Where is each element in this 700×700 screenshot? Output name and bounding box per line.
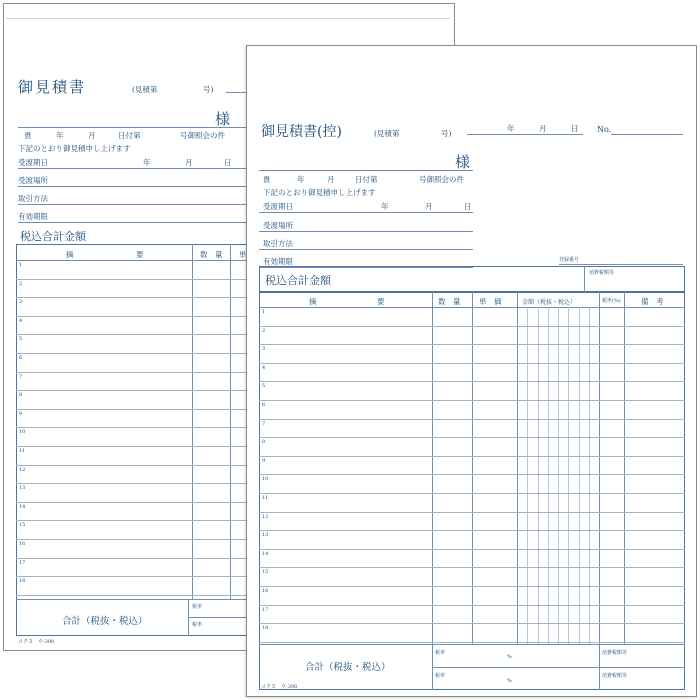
table-row-line: [259, 530, 685, 531]
row-number: 9: [262, 457, 266, 464]
row-number: 8: [262, 439, 266, 446]
front-percent-2: %: [507, 678, 512, 684]
table-row-line: [259, 419, 685, 420]
back-total-label: 税込合計金額: [20, 230, 86, 243]
back-col-unit-partial: 単: [239, 250, 247, 259]
back-delivery-date: 受渡期日: [18, 158, 48, 167]
row-number: 8: [19, 392, 23, 399]
front-nen: 年: [297, 175, 305, 184]
table-row-line: [16, 576, 256, 577]
table-row-line: [259, 474, 685, 475]
front-recipient-line: [259, 170, 473, 171]
back-items-table: [16, 244, 256, 636]
front-ctax-1: 消費税額等: [602, 650, 628, 656]
front-date-suffix: 日付第: [355, 175, 378, 184]
front-ki: 貴: [263, 175, 271, 184]
row-number: 5: [262, 383, 266, 390]
front-intro: 下記のとおり御見積申し上げます: [263, 188, 376, 197]
table-row-line: [259, 437, 685, 438]
front-consumption-tax: 消費税額等: [589, 270, 615, 276]
front-delivery-date: 受渡期日: [263, 202, 293, 211]
row-number: 18: [262, 625, 269, 632]
row-number: 10: [262, 476, 269, 483]
row-number: 1: [262, 309, 266, 315]
row-number: 16: [19, 541, 26, 547]
table-row-line: [259, 549, 685, 550]
front-total-label: 税込合計金額: [265, 274, 331, 287]
table-row-line: [16, 520, 256, 521]
amount-digit-line: [558, 307, 559, 644]
back-recipient-line: [18, 127, 248, 128]
front-hdr-m: 月: [539, 124, 547, 133]
front-no-line: [611, 134, 683, 135]
amount-digit-line: [579, 307, 580, 644]
row-number: 17: [262, 606, 269, 613]
front-title: 御見積書(控): [261, 124, 342, 140]
front-col-amount: 金額（税抜・税込）: [522, 299, 577, 306]
row-number: 6: [19, 355, 23, 361]
back-no-open: (見積第: [132, 85, 158, 94]
back-product-code: コクヨ ウ-308: [18, 639, 55, 645]
front-col-tekiyou-1: 摘: [309, 297, 317, 306]
row-number: 11: [262, 495, 269, 501]
back-inquiry: 号御照会の件: [180, 131, 225, 140]
front-no-close: 号): [441, 129, 452, 138]
back-delivery-y: 年: [143, 158, 151, 167]
table-row-line: [259, 344, 685, 345]
row-number: 3: [19, 299, 23, 306]
table-row-line: [16, 465, 256, 466]
back-delivery-place-line: [18, 186, 248, 187]
front-col-qty: 数 量: [438, 297, 461, 306]
front-registration-line: [559, 264, 683, 265]
back-tsuki: 月: [88, 131, 96, 140]
row-number: 7: [19, 373, 23, 380]
back-col-tekiyou-2: 要: [136, 250, 144, 259]
back-table-header-bottom: [16, 260, 256, 261]
back-sama: 様: [215, 110, 231, 128]
row-number: 12: [19, 466, 26, 473]
front-ctax-2: 消費税額等: [602, 673, 628, 679]
back-footer-total: 合計（税抜・税込）: [62, 616, 148, 627]
back-date-suffix: 日付第: [118, 131, 141, 140]
top-faint-line: [6, 18, 450, 19]
table-row-line: [259, 326, 685, 327]
back-validity: 有効期限: [18, 212, 48, 221]
row-number: 4: [262, 364, 266, 371]
front-tax-rate-2: 税率: [435, 673, 446, 679]
front-sama: 様: [455, 153, 471, 171]
table-row-line: [259, 642, 685, 643]
table-row-line: [16, 390, 256, 391]
table-row-line: [259, 363, 685, 364]
row-number: 18: [19, 578, 26, 585]
table-row-line: [16, 427, 256, 428]
front-col-remarks: 備 考: [641, 297, 664, 306]
back-col-qty: 数 量: [200, 250, 223, 259]
table-row-line: [16, 279, 256, 280]
table-row-line: [259, 493, 685, 494]
back-delivery-d: 日: [224, 158, 232, 167]
row-number: 7: [262, 420, 266, 427]
front-delivery-m: 月: [425, 202, 433, 211]
front-footer-mid: [432, 667, 685, 668]
row-number: 10: [19, 429, 26, 436]
front-col-unit-price: 単 価: [479, 297, 502, 306]
front-inquiry: 号御照会の件: [419, 175, 464, 184]
back-payment: 取引方法: [18, 194, 48, 203]
row-number: 11: [19, 448, 26, 454]
front-tax-rate-1: 税率: [435, 650, 446, 656]
back-no-line: [226, 92, 246, 93]
row-number: 2: [262, 327, 266, 334]
back-col-tekiyou-1: 摘: [66, 250, 74, 259]
table-row-line: [16, 334, 256, 335]
front-col-tekiyou-2: 要: [377, 297, 385, 306]
amount-digit-line: [548, 307, 549, 644]
row-number: 3: [262, 346, 266, 353]
front-registration: 登録番号: [559, 257, 580, 263]
row-number: 4: [19, 317, 23, 324]
row-number: 5: [19, 336, 23, 343]
front-delivery-d: 日: [464, 202, 472, 211]
row-number: 9: [19, 410, 23, 417]
back-validity-line: [18, 222, 248, 223]
front-validity: 有効期限: [263, 257, 293, 266]
table-row-line: [16, 316, 256, 317]
table-row-line: [259, 400, 685, 401]
table-row-line: [16, 353, 256, 354]
table-row-line: [16, 539, 256, 540]
table-row-line: [16, 372, 256, 373]
front-total-divider: [584, 266, 585, 292]
row-number: 6: [262, 402, 266, 408]
table-row-line: [259, 586, 685, 587]
front-tsuki: 月: [327, 175, 335, 184]
table-row-line: [259, 381, 685, 382]
front-hdr-d: 日: [571, 124, 579, 133]
front-footer-top: [259, 644, 685, 645]
row-number: 13: [262, 532, 269, 539]
back-title: 御見積書: [18, 78, 87, 96]
amount-digit-line: [527, 307, 528, 644]
table-row-line: [16, 502, 256, 503]
table-row-line: [16, 297, 256, 298]
table-row-line: [259, 567, 685, 568]
row-number: 16: [262, 588, 269, 594]
table-row-line: [16, 483, 256, 484]
table-row-line: [16, 409, 256, 410]
table-row-line: [259, 623, 685, 624]
row-number: 14: [19, 503, 26, 510]
back-delivery-date-line: [18, 168, 248, 169]
back-ki: 貴: [24, 131, 32, 140]
back-nen: 年: [56, 131, 64, 140]
table-row-line: [259, 605, 685, 606]
front-delivery-place: 受渡場所: [263, 221, 293, 230]
front-percent-1: %: [507, 654, 512, 660]
table-row-line: [16, 595, 256, 596]
front-footer-total: 合計（税抜・税込）: [305, 662, 391, 673]
row-number: 1: [19, 262, 23, 268]
row-number: 2: [19, 280, 23, 287]
back-intro: 下記のとおり御見積申し上げます: [18, 144, 131, 153]
front-no-open: (見積第: [374, 129, 400, 138]
front-no-label: No.: [597, 125, 612, 134]
front-estimate-sheet: [246, 45, 697, 697]
row-number: 15: [262, 569, 269, 576]
row-number: 17: [19, 559, 26, 566]
amount-digit-line: [538, 307, 539, 644]
front-product-code: コクヨ ウ-308: [261, 684, 298, 690]
back-delivery-place: 受渡場所: [18, 176, 48, 185]
back-tax-rate-1: 税率: [192, 604, 203, 610]
front-delivery-y: 年: [381, 202, 389, 211]
row-number: 13: [19, 485, 26, 492]
amount-digit-line: [589, 307, 590, 644]
front-col-tax-rate: 税率(%): [602, 298, 621, 304]
amount-digit-line: [568, 307, 569, 644]
front-payment: 取引方法: [263, 239, 293, 248]
back-no-close: 号): [203, 85, 214, 94]
front-hdr-y: 年: [507, 124, 515, 133]
back-delivery-m: 月: [185, 158, 193, 167]
table-row-line: [16, 446, 256, 447]
back-footer-top: [16, 599, 256, 600]
back-tax-rate-2: 税率: [192, 622, 203, 628]
table-row-line: [16, 558, 256, 559]
row-number: 14: [262, 550, 269, 557]
table-row-line: [259, 456, 685, 457]
front-hdr-date-line: [467, 134, 583, 135]
front-delivery-date-line: [259, 212, 473, 213]
table-row-line: [259, 512, 685, 513]
back-payment-line: [18, 204, 248, 205]
front-payment-line: [259, 249, 473, 250]
row-number: 15: [19, 522, 26, 529]
front-delivery-place-line: [259, 231, 473, 232]
row-number: 12: [262, 513, 269, 520]
